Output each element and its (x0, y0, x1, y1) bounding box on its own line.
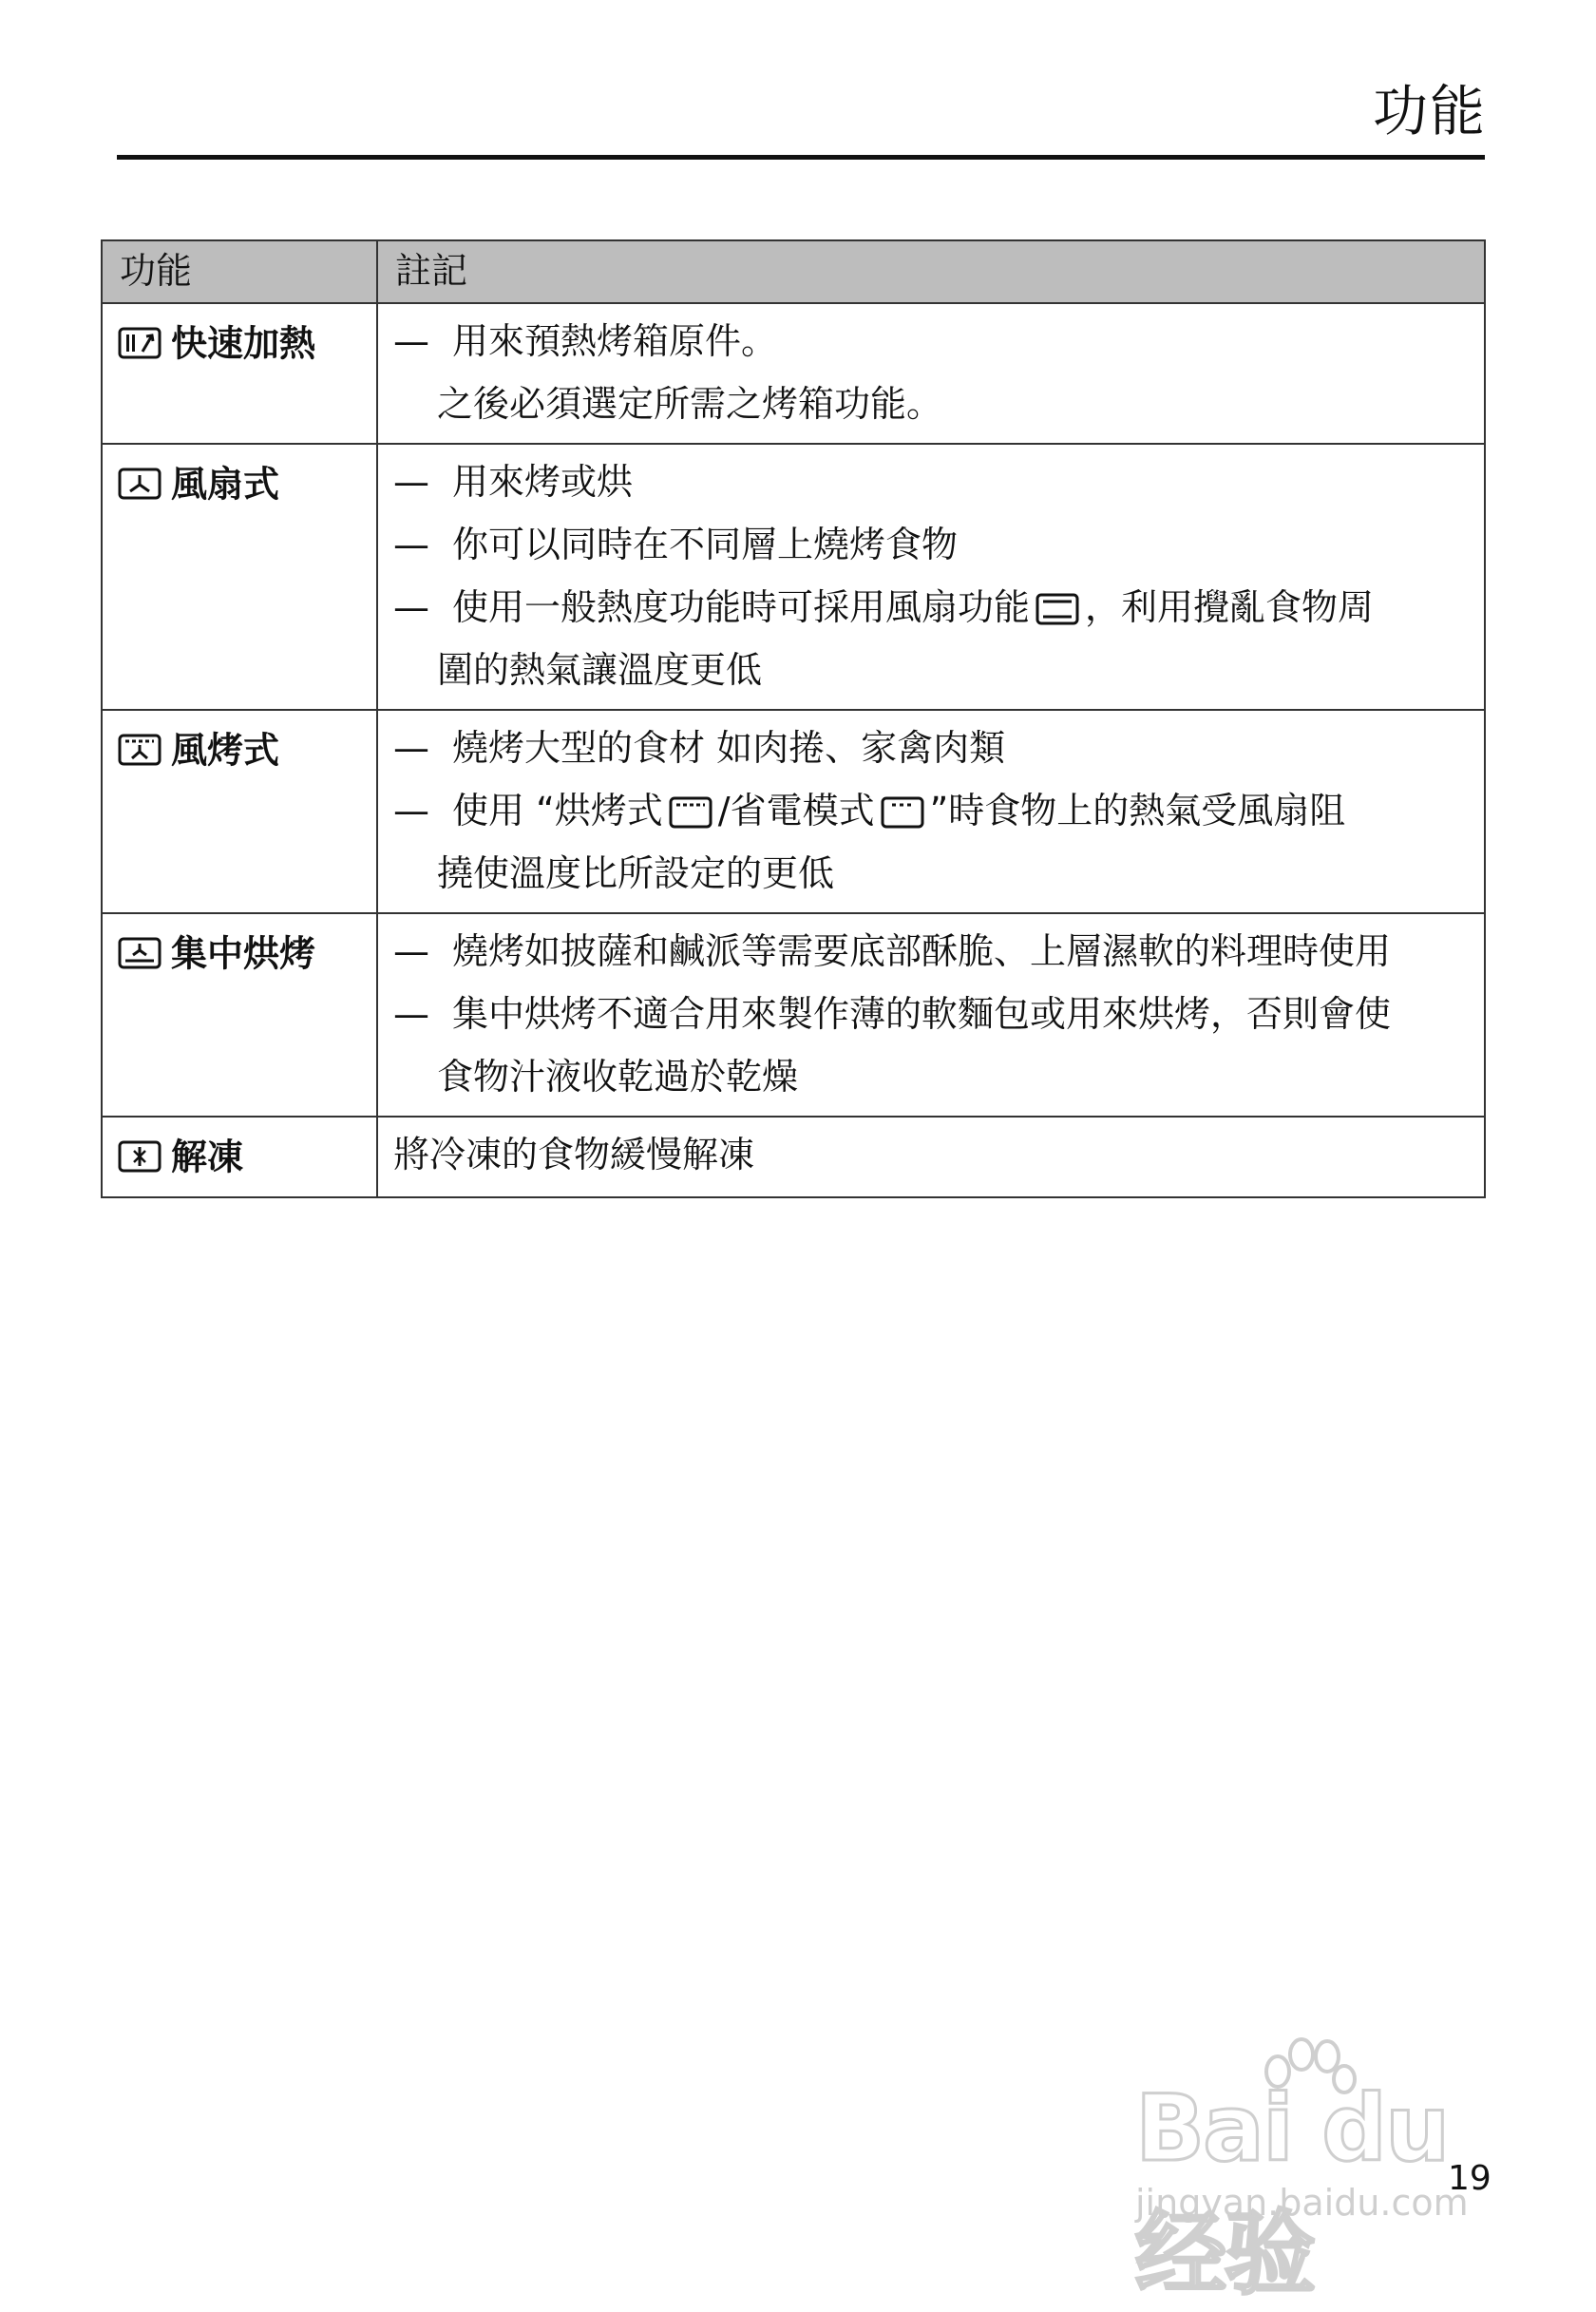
defrost-icon (118, 1140, 162, 1175)
note-text: 燒烤如披薩和鹹派等需要底部酥脆、上層濕軟的料理時使用 (452, 930, 1392, 972)
rapid-heat-icon (118, 327, 162, 361)
function-name: 風扇式 (171, 463, 280, 506)
page-number: 19 (1448, 2159, 1492, 2198)
note-text: ，利用攪亂食物周 (1085, 586, 1375, 628)
functions-table (101, 239, 1486, 1198)
note-text: ”時食物上的熱氣受風扇阻 (929, 790, 1346, 831)
function-cell (102, 444, 377, 710)
note-text: 使用 “烘烤式 (452, 790, 663, 831)
note-text: 用來烤或烘 (452, 461, 634, 503)
paw-logo (1249, 2034, 1363, 2138)
function-name: 解凍 (171, 1136, 244, 1178)
top-bottom-heat-icon (1036, 593, 1079, 627)
bottom-heat-fan-icon (118, 937, 162, 971)
eco-grill-icon (881, 796, 924, 831)
header-notes: 註記 (377, 240, 1485, 303)
notes-cell: — 燒烤如披薩和鹹派等需要底部酥脆、上層濕軟的料理時使用 — 集中烘烤不適合用來製作薄的軟麵包或用來烘烤，否則會使 食物汁液收乾過於乾燥 (377, 913, 1485, 1117)
note-text: 燒烤大型的食材 如肉捲、家禽肉類 (452, 727, 1006, 769)
table-row (102, 303, 1485, 444)
function-name: 集中烘烤 (171, 932, 316, 975)
note-text: 使用一般熱度功能時可採用風扇功能 (452, 586, 1031, 628)
function-cell (102, 303, 377, 444)
table-row (102, 1117, 1485, 1197)
function-cell (102, 710, 377, 913)
function-cell (102, 913, 377, 1117)
table-header-row (102, 240, 1485, 303)
fan-grill-icon (118, 734, 162, 768)
function-cell (102, 1117, 377, 1197)
fan-icon (118, 468, 162, 502)
title-rule (117, 155, 1485, 160)
page-title: 功能 (1372, 79, 1487, 143)
notes-cell (377, 1117, 1485, 1197)
note-text: 你可以同時在不同層上燒烤食物 (452, 524, 959, 565)
table-row (102, 710, 1485, 913)
notes-cell: — 燒烤大型的食材 如肉捲、家禽肉類 — 使用 “烘烤式 /省電模式 ”時食物上的熱氣受風扇阻 撓使溫度比所設定的更低 (377, 710, 1485, 913)
note-text: 之後必須選定所需之烤箱功能。 (437, 383, 943, 425)
function-name: 風烤式 (171, 729, 280, 772)
note-text: 用來預熱烤箱原件。 (452, 320, 778, 362)
table-row (102, 913, 1485, 1117)
header-function: 功能 (102, 240, 377, 303)
note-text: 圍的熱氣讓溫度更低 (437, 649, 763, 691)
notes-cell: — 用來烤或烘 — 你可以同時在不同層上燒烤食物 — 使用一般熱度功能時可採用風扇功能 ，利用攪亂食物周 圍的熱氣讓溫度更低 (377, 444, 1485, 710)
note-text: 集中烘烤不適合用來製作薄的軟麵包或用來烘烤，否則會使 (452, 993, 1392, 1035)
grill-icon (669, 796, 712, 831)
note-text: 食物汁液收乾過於乾燥 (437, 1056, 799, 1098)
note-text: 將冷凍的食物緩慢解凍 (393, 1134, 755, 1175)
watermark-brand: Bai du 经验 (1135, 2075, 1449, 2307)
table-row (102, 444, 1485, 710)
notes-cell: — 用來預熱烤箱原件。 之後必須選定所需之烤箱功能。 (377, 303, 1485, 444)
function-name: 快速加熱 (171, 322, 316, 365)
watermark-url: jingyan.baidu.com (1135, 2182, 1469, 2224)
note-text: /省電模式 (717, 790, 875, 831)
note-text: 撓使溫度比所設定的更低 (437, 852, 835, 894)
